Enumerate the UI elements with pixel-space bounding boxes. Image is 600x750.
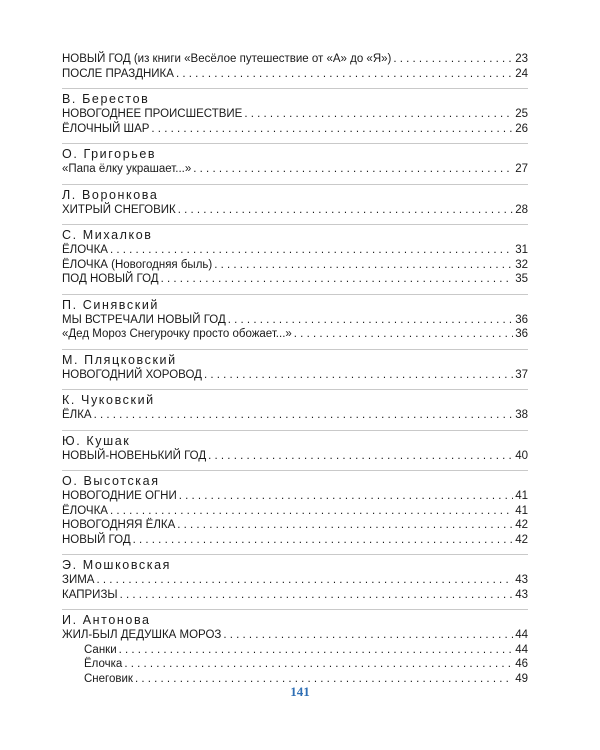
entry-title: ХИТРЫЙ СНЕГОВИК [62,203,176,216]
dot-leader [151,122,513,137]
dot-leader [161,272,514,287]
entry-title: Ёлочка [84,658,123,670]
entry-page-number: 44 [515,629,528,641]
table-of-contents [62,52,528,693]
author-heading: Ю. Кушак [62,430,528,449]
toc-entry[interactable] [62,628,528,643]
entry-title: НОВЫЙ-НОВЕНЬКИЙ ГОД [62,449,207,462]
entry-title: «Дед Мороз Снегурочку просто обожает...» [62,328,292,340]
entry-title: НОВОГОДНИЙ ХОРОВОД [62,368,202,381]
toc-entry[interactable] [62,518,528,533]
entry-title: ЁЛОЧКА (Новогодняя быль) [62,258,213,271]
author-heading: О. Григорьев [62,143,528,162]
toc-section [62,389,528,423]
author-heading: С. Михалков [62,224,528,243]
dot-leader [119,643,514,658]
entry-title: НОВОГОДНЕЕ ПРОИСШЕСТВИЕ [62,108,243,120]
toc-section [62,184,528,218]
dot-leader [178,203,513,218]
entry-title: Снеговик [84,672,133,685]
toc-section [62,88,528,136]
toc-entry[interactable] [62,368,528,383]
entry-page-number: 27 [515,163,528,175]
entry-page-number: 31 [515,244,528,256]
entry-title: ПОД НОВЫЙ ГОД [62,273,159,285]
entry-title: МЫ ВСТРЕЧАЛИ НОВЫЙ ГОД [62,313,226,326]
toc-entry[interactable] [62,573,528,588]
entry-title: ЗИМА [62,574,95,586]
entry-page-number: 44 [515,643,528,656]
dot-leader [294,327,513,342]
dot-leader [96,573,513,588]
entry-page-number: 40 [515,449,528,462]
author-heading: П. Синявский [62,294,528,313]
toc-entry[interactable] [62,122,528,137]
entry-page-number: 49 [515,672,528,685]
entry-page-number: 46 [515,658,528,670]
entry-page-number: 36 [515,328,528,340]
entry-title: ЁЛОЧНЫЙ ШАР [62,122,150,135]
author-heading: О. Высотская [62,470,528,489]
dot-leader [120,588,514,603]
entry-title: НОВЫЙ ГОД (из книги «Весёлое путешествие от «А» до «Я») [62,53,392,65]
entry-title: ЖИЛ-БЫЛ ДЕДУШКА МОРОЗ [62,629,222,641]
toc-entry[interactable] [62,449,528,464]
dot-leader [193,162,513,177]
dot-leader [94,408,514,423]
toc-entry[interactable] [62,52,528,67]
entry-page-number: 43 [515,574,528,586]
dot-leader [110,243,513,258]
toc-section [62,349,528,383]
toc-section [62,554,528,602]
toc-entry[interactable] [62,272,528,287]
entry-page-number: 25 [515,108,528,120]
entry-title: КАПРИЗЫ [62,588,118,601]
entry-page-number: 28 [515,203,528,216]
toc-section [62,52,528,81]
toc-section [62,609,528,686]
entry-page-number: 24 [515,67,528,80]
toc-entry[interactable] [62,162,528,177]
toc-entry[interactable] [62,588,528,603]
toc-entry[interactable] [62,107,528,122]
toc-entry[interactable] [62,408,528,423]
entry-page-number: 23 [515,53,528,65]
toc-entry[interactable] [62,533,528,548]
author-heading: И. Антонова [62,609,528,628]
toc-entry[interactable] [62,313,528,328]
toc-entry[interactable] [62,258,528,273]
toc-entry[interactable] [62,657,528,672]
entry-title: НОВОГОДНИЕ ОГНИ [62,490,177,502]
toc-section [62,294,528,342]
toc-entry[interactable] [62,327,528,342]
dot-leader [228,313,513,328]
toc-section [62,224,528,287]
entry-page-number: 41 [515,490,528,502]
dot-leader [204,368,513,383]
dot-leader [393,52,513,67]
dot-leader [176,67,513,82]
entry-page-number: 43 [515,588,528,601]
entry-page-number: 41 [515,504,528,517]
entry-page-number: 42 [515,519,528,531]
toc-section [62,143,528,177]
toc-section [62,470,528,547]
author-heading: М. Пляцковский [62,349,528,368]
entry-title: ЁЛКА [62,409,92,421]
entry-page-number: 36 [515,313,528,326]
dot-leader [208,449,513,464]
author-heading: Л. Воронкова [62,184,528,203]
dot-leader [110,504,513,519]
author-heading: К. Чуковский [62,389,528,408]
entry-page-number: 32 [515,258,528,271]
page-number: 141 [290,684,310,699]
entry-page-number: 42 [515,533,528,546]
entry-title: НОВЫЙ ГОД [62,533,131,546]
author-heading: В. Берестов [62,88,528,107]
entry-page-number: 35 [515,273,528,285]
dot-leader [124,657,513,672]
toc-entry[interactable] [62,504,528,519]
entry-title: ЁЛОЧКА [62,244,108,256]
entry-title: «Папа ёлку украшает...» [62,163,192,175]
toc-section [62,430,528,464]
dot-leader [214,258,513,273]
dot-leader [133,533,514,548]
entry-page-number: 38 [515,409,528,421]
toc-entry[interactable] [62,489,528,504]
toc-entry[interactable] [62,203,528,218]
entry-title: Санки [84,643,117,656]
toc-entry[interactable] [62,67,528,82]
entry-title: НОВОГОДНЯЯ ЁЛКА [62,519,176,531]
dot-leader [177,518,513,533]
dot-leader [179,489,513,504]
dot-leader [223,628,513,643]
author-heading: Э. Мошковская [62,554,528,573]
entry-page-number: 37 [515,368,528,381]
entry-title: ПОСЛЕ ПРАЗДНИКА [62,67,174,80]
entry-title: ЁЛОЧКА [62,504,108,517]
toc-entry[interactable] [62,243,528,258]
dot-leader [244,107,513,122]
entry-page-number: 26 [515,122,528,135]
toc-entry[interactable] [62,643,528,658]
